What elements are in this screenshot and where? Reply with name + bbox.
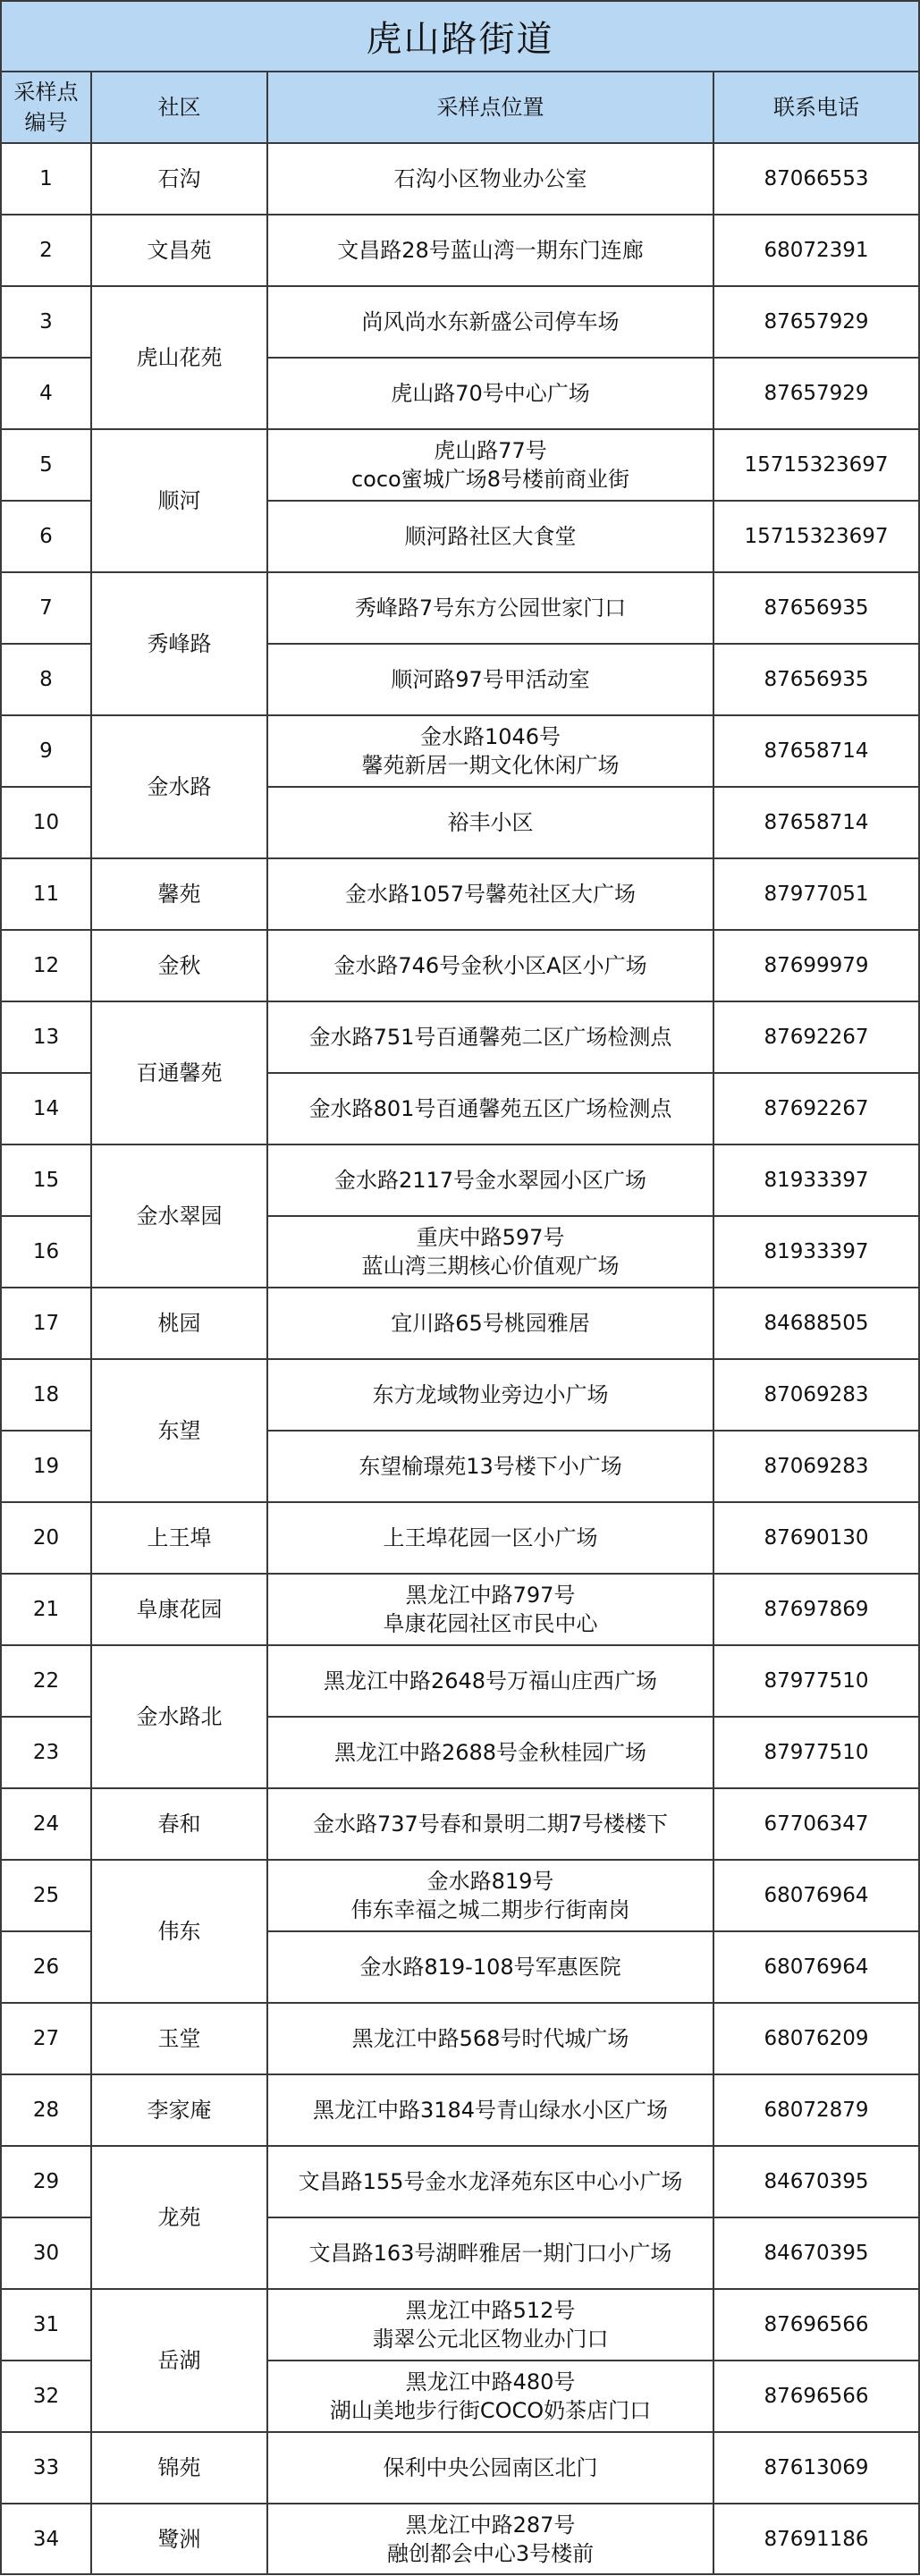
table-row	[1, 858, 919, 930]
community-name: 文昌苑	[91, 215, 267, 286]
table-row	[1, 930, 919, 1001]
site-number: 18	[1, 1359, 91, 1431]
community-name: 阜康花园	[91, 1574, 267, 1645]
community-name: 锦苑	[91, 2432, 267, 2504]
site-location	[267, 1574, 713, 1645]
site-location	[267, 1359, 713, 1431]
site-location	[267, 143, 713, 215]
contact-phone: 87691186	[713, 2504, 919, 2574]
location-line: 金水路1057号馨苑社区大广场	[344, 882, 637, 907]
site-location	[267, 858, 713, 930]
table-row	[1, 1860, 919, 1931]
site-location	[267, 2361, 713, 2432]
header-phone: 联系电话	[713, 72, 919, 143]
table-title: 虎山路街道	[1, 1, 919, 72]
site-location	[267, 429, 713, 501]
location-line: 伟东幸福之城二期步行街南岗	[350, 1897, 630, 1922]
site-location	[267, 1001, 713, 1073]
location-line: 顺河路97号甲活动室	[391, 667, 590, 692]
site-location	[267, 2146, 713, 2217]
site-number: 22	[1, 1645, 91, 1717]
table-body	[1, 143, 919, 2574]
community-name: 桃园	[91, 1288, 267, 1359]
location-line: 上王埠花园一区小广场	[383, 1525, 598, 1550]
contact-phone: 87069283	[713, 1359, 919, 1431]
site-location	[267, 1860, 713, 1931]
table-row	[1, 215, 919, 286]
contact-phone: 84670395	[713, 2146, 919, 2217]
location-line: 文昌路155号金水龙泽苑东区中心小广场	[298, 2169, 683, 2194]
site-location	[267, 1788, 713, 1860]
table-row	[1, 2146, 919, 2217]
site-number: 17	[1, 1288, 91, 1359]
location-line: 蓝山湾三期核心价值观广场	[361, 1254, 620, 1279]
location-line: 黑龙江中路2688号金秋桂园广场	[333, 1740, 647, 1765]
community-name: 馨苑	[91, 858, 267, 930]
site-number: 28	[1, 2074, 91, 2146]
community-name: 春和	[91, 1788, 267, 1860]
header-location: 采样点位置	[267, 72, 713, 143]
location-line: 顺河路社区大食堂	[404, 524, 577, 549]
contact-phone: 87657929	[713, 286, 919, 358]
location-line: 黑龙江中路480号	[405, 2369, 576, 2394]
location-line: 金水路1046号	[419, 724, 561, 749]
contact-phone: 87656935	[713, 572, 919, 644]
site-number: 32	[1, 2361, 91, 2432]
location-line: 金水路819号	[426, 1869, 554, 1894]
site-location	[267, 2432, 713, 2504]
site-number: 9	[1, 715, 91, 787]
location-line: 重庆中路597号	[416, 1225, 565, 1250]
contact-phone: 87692267	[713, 1073, 919, 1144]
site-number: 4	[1, 358, 91, 429]
contact-phone: 87697869	[713, 1574, 919, 1645]
location-line: 黑龙江中路797号	[405, 1583, 576, 1608]
site-number: 23	[1, 1717, 91, 1788]
location-line: 翡翠公元北区物业办门口	[372, 2327, 609, 2352]
site-number: 16	[1, 1216, 91, 1288]
site-location	[267, 787, 713, 858]
site-number: 8	[1, 644, 91, 715]
location-line: 虎山路77号	[434, 438, 547, 463]
table-row	[1, 1001, 919, 1073]
table-row	[1, 286, 919, 358]
community-name: 龙苑	[91, 2146, 267, 2289]
site-number: 13	[1, 1001, 91, 1073]
location-line: coco蜜城广场8号楼前商业街	[350, 467, 630, 492]
contact-phone: 68076964	[713, 1931, 919, 2003]
contact-phone: 87656935	[713, 644, 919, 715]
site-number: 34	[1, 2504, 91, 2574]
site-location	[267, 644, 713, 715]
location-line: 湖山美地步行街COCO奶茶店门口	[329, 2398, 652, 2423]
location-line: 东望榆璟苑13号楼下小广场	[359, 1454, 622, 1479]
contact-phone: 87066553	[713, 143, 919, 215]
site-location	[267, 2217, 713, 2289]
contact-phone: 81933397	[713, 1144, 919, 1216]
community-name: 东望	[91, 1359, 267, 1502]
site-number: 12	[1, 930, 91, 1001]
site-location	[267, 1144, 713, 1216]
community-name: 鹭洲	[91, 2504, 267, 2574]
community-name: 百通馨苑	[91, 1001, 267, 1144]
community-name: 金秋	[91, 930, 267, 1001]
site-number: 31	[1, 2289, 91, 2361]
table-row	[1, 2289, 919, 2361]
title-row	[1, 1, 919, 72]
site-number: 26	[1, 1931, 91, 2003]
site-number: 15	[1, 1144, 91, 1216]
site-number: 2	[1, 215, 91, 286]
location-line: 东方龙域物业旁边小广场	[372, 1382, 609, 1407]
contact-phone: 68076964	[713, 1860, 919, 1931]
location-line: 金水路746号金秋小区A区小广场	[333, 953, 647, 978]
contact-phone: 84688505	[713, 1288, 919, 1359]
contact-phone: 81933397	[713, 1216, 919, 1288]
site-number: 30	[1, 2217, 91, 2289]
contact-phone: 87696566	[713, 2289, 919, 2361]
community-name: 金水路	[91, 715, 267, 858]
site-location	[267, 1073, 713, 1144]
location-line: 虎山路70号中心广场	[391, 381, 590, 406]
site-number: 6	[1, 501, 91, 572]
site-number: 29	[1, 2146, 91, 2217]
location-line: 黑龙江中路512号	[405, 2298, 576, 2323]
location-line: 宜川路65号桃园雅居	[391, 1311, 590, 1336]
location-line: 黑龙江中路3184号青山绿水小区广场	[312, 2098, 669, 2123]
community-name: 金水翠园	[91, 1144, 267, 1288]
community-name: 岳湖	[91, 2289, 267, 2432]
location-line: 文昌路163号湖畔雅居一期门口小广场	[308, 2241, 672, 2266]
site-location	[267, 1431, 713, 1502]
community-name: 上王埠	[91, 1502, 267, 1574]
contact-phone: 87696566	[713, 2361, 919, 2432]
site-location	[267, 2289, 713, 2361]
table-row	[1, 1144, 919, 1216]
site-number: 1	[1, 143, 91, 215]
contact-phone: 87658714	[713, 787, 919, 858]
table-row	[1, 1574, 919, 1645]
site-number: 11	[1, 858, 91, 930]
contact-phone: 67706347	[713, 1788, 919, 1860]
location-line: 金水路2117号金水翠园小区广场	[333, 1168, 647, 1193]
site-location	[267, 1931, 713, 2003]
site-location	[267, 215, 713, 286]
site-location	[267, 1216, 713, 1288]
table-row	[1, 1288, 919, 1359]
table-row	[1, 1645, 919, 1717]
location-line: 融创都会中心3号楼前	[386, 2540, 595, 2566]
site-location	[267, 286, 713, 358]
table-row	[1, 429, 919, 501]
table-row	[1, 715, 919, 787]
contact-phone: 15715323697	[713, 501, 919, 572]
contact-phone: 84670395	[713, 2217, 919, 2289]
table-row	[1, 1359, 919, 1431]
contact-phone: 87613069	[713, 2432, 919, 2504]
community-name: 虎山花苑	[91, 286, 267, 429]
site-number: 25	[1, 1860, 91, 1931]
contact-phone: 87069283	[713, 1431, 919, 1502]
location-line: 阜康花园社区市民中心	[383, 1611, 598, 1636]
table-row	[1, 1788, 919, 1860]
site-number: 5	[1, 429, 91, 501]
location-line: 石沟小区物业办公室	[393, 166, 587, 191]
contact-phone: 68072391	[713, 215, 919, 286]
site-location	[267, 572, 713, 644]
site-number: 10	[1, 787, 91, 858]
site-number: 14	[1, 1073, 91, 1144]
location-line: 尚风尚水东新盛公司停车场	[361, 309, 620, 334]
location-line: 保利中央公园南区北门	[383, 2455, 598, 2480]
site-location	[267, 1502, 713, 1574]
table-row	[1, 572, 919, 644]
contact-phone: 87977051	[713, 858, 919, 930]
site-location	[267, 930, 713, 1001]
site-location	[267, 358, 713, 429]
header-row	[1, 72, 919, 143]
community-name: 石沟	[91, 143, 267, 215]
community-name: 李家庵	[91, 2074, 267, 2146]
table-row	[1, 143, 919, 215]
site-location	[267, 1288, 713, 1359]
site-number: 21	[1, 1574, 91, 1645]
site-location	[267, 715, 713, 787]
location-line: 黑龙江中路2648号万福山庄西广场	[323, 1668, 658, 1693]
table-row	[1, 2074, 919, 2146]
site-location	[267, 2504, 713, 2574]
location-line: 文昌路28号蓝山湾一期东门连廊	[337, 238, 644, 263]
contact-phone: 87690130	[713, 1502, 919, 1574]
location-line: 金水路751号百通馨苑二区广场检测点	[308, 1025, 672, 1050]
site-number: 27	[1, 2003, 91, 2074]
site-location	[267, 2074, 713, 2146]
header-no: 采样点编号	[1, 72, 91, 143]
site-number: 20	[1, 1502, 91, 1574]
community-name: 顺河	[91, 429, 267, 572]
contact-phone: 68076209	[713, 2003, 919, 2074]
table-row	[1, 1502, 919, 1574]
site-number: 24	[1, 1788, 91, 1860]
site-location	[267, 1717, 713, 1788]
header-community: 社区	[91, 72, 267, 143]
site-location	[267, 2003, 713, 2074]
location-line: 黑龙江中路287号	[405, 2512, 576, 2538]
site-location	[267, 501, 713, 572]
site-number: 33	[1, 2432, 91, 2504]
location-line: 秀峰路7号东方公园世家门口	[354, 595, 627, 621]
location-line: 金水路737号春和景明二期7号楼楼下	[312, 1812, 669, 1837]
contact-phone: 87692267	[713, 1001, 919, 1073]
location-line: 金水路801号百通馨苑五区广场检测点	[308, 1096, 672, 1121]
site-number: 7	[1, 572, 91, 644]
table-row	[1, 2504, 919, 2574]
contact-phone: 87977510	[713, 1645, 919, 1717]
contact-phone: 87699979	[713, 930, 919, 1001]
community-name: 金水路北	[91, 1645, 267, 1788]
community-name: 玉堂	[91, 2003, 267, 2074]
location-line: 裕丰小区	[447, 810, 534, 835]
table-row	[1, 2003, 919, 2074]
contact-phone: 87977510	[713, 1717, 919, 1788]
location-line: 黑龙江中路568号时代城广场	[351, 2026, 629, 2051]
contact-phone: 15715323697	[713, 429, 919, 501]
table-row	[1, 2432, 919, 2504]
location-line: 金水路819-108号军惠医院	[359, 1955, 621, 1980]
community-name: 秀峰路	[91, 572, 267, 715]
site-number: 3	[1, 286, 91, 358]
community-name: 伟东	[91, 1860, 267, 2003]
contact-phone: 87658714	[713, 715, 919, 787]
site-location	[267, 1645, 713, 1717]
contact-phone: 87657929	[713, 358, 919, 429]
location-line: 馨苑新居一期文化休闲广场	[361, 753, 620, 778]
site-number: 19	[1, 1431, 91, 1502]
contact-phone: 68072879	[713, 2074, 919, 2146]
